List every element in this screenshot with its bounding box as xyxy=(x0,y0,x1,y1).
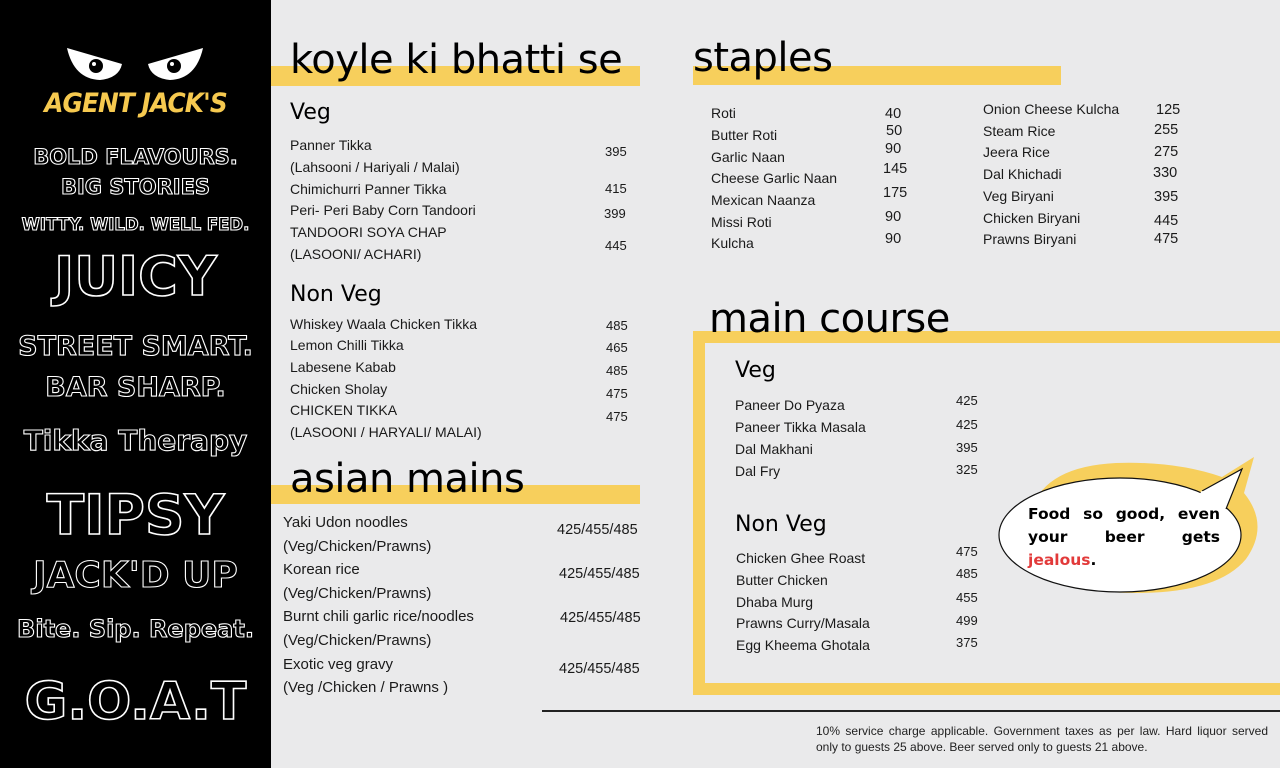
menu-item-name: Exotic veg gravy xyxy=(283,656,394,673)
menu-item-price: 125 xyxy=(1156,102,1181,118)
menu-item-variants: (Veg/Chicken/Prawns) xyxy=(283,585,432,602)
bubble-text-main: Food so good, even your beer gets xyxy=(1028,505,1220,546)
menu-item-price: 445 xyxy=(1154,213,1179,229)
main-nonveg-heading: Non Veg xyxy=(735,512,827,537)
menu-item-price: 399 xyxy=(604,206,626,221)
menu-item-price: 475 xyxy=(1154,231,1179,247)
menu-item-name: Burnt chili garlic rice/noodles xyxy=(283,608,474,625)
menu-item-price: 90 xyxy=(885,141,902,157)
menu-item-name: Cheese Garlic Naan xyxy=(711,170,838,186)
menu-item-price: 50 xyxy=(886,123,903,139)
menu-item-name: Korean rice xyxy=(283,561,360,578)
tagline-tipsy: TIPSY xyxy=(46,483,225,547)
koyle-nonveg-heading: Non Veg xyxy=(290,282,382,307)
menu-item-price: 255 xyxy=(1154,122,1179,138)
menu-item-name: Paneer Tikka Masala xyxy=(735,419,866,435)
menu-item-name: Dal Makhani xyxy=(735,441,813,457)
menu-item-price: 395 xyxy=(956,440,978,455)
menu-item-name: Dal Khichadi xyxy=(983,166,1062,182)
tagline-witty-wild: WITTY. WILD. WELL FED. xyxy=(21,215,250,234)
brand-name: AGENT JACK'S xyxy=(44,88,227,119)
main-course-section-title: main course xyxy=(709,296,950,342)
bubble-text xyxy=(1028,503,1220,572)
staples-section-title: staples xyxy=(693,35,833,81)
menu-item-name: Kulcha xyxy=(711,235,754,251)
menu-item-price: 499 xyxy=(956,613,978,628)
asian-section-title: asian mains xyxy=(290,456,525,502)
menu-item-price: 455 xyxy=(956,590,978,605)
footer-divider xyxy=(542,710,1280,712)
menu-item-price: 275 xyxy=(1154,144,1179,160)
menu-item-price: 465 xyxy=(606,340,628,355)
tagline-tikka-therapy: Tikka Therapy xyxy=(23,424,248,457)
menu-item-name: Labesene Kabab xyxy=(290,359,396,375)
tagline-bite-sip-repeat: Bite. Sip. Repeat. xyxy=(17,615,254,643)
menu-item-variants: (LASOONI / HARYALI/ MALAI) xyxy=(290,424,482,440)
menu-item-variants: (Lahsooni / Hariyali / Malai) xyxy=(290,159,460,175)
menu-item-name: Chicken Sholay xyxy=(290,381,388,397)
menu-item-price: 425/455/485 xyxy=(559,661,640,677)
menu-item-price: 175 xyxy=(883,185,908,201)
menu-item-price: 330 xyxy=(1153,165,1178,181)
menu-item-name: Chicken Biryani xyxy=(983,210,1081,226)
menu-item-price: 485 xyxy=(606,318,628,333)
menu-item-name: Dhaba Murg xyxy=(736,594,814,610)
menu-item-name: Panner Tikka xyxy=(290,137,372,153)
menu-item-name: Whiskey Waala Chicken Tikka xyxy=(290,316,477,332)
menu-item-name: Mexican Naanza xyxy=(711,192,816,208)
tagline-street-smart: STREET SMART. xyxy=(18,331,253,362)
menu-item-variants: (Veg/Chicken/Prawns) xyxy=(283,538,432,555)
menu-item-price: 90 xyxy=(885,231,902,247)
menu-item-name: TANDOORI SOYA CHAP xyxy=(290,224,447,240)
menu-item-price: 425 xyxy=(956,393,978,408)
menu-item-variants: (Veg /Chicken / Prawns ) xyxy=(283,679,449,696)
tagline-bar-sharp: BAR SHARP. xyxy=(45,372,226,403)
menu-item-name: Missi Roti xyxy=(711,214,772,230)
bubble-text-end: . xyxy=(1090,551,1097,569)
menu-item-price: 485 xyxy=(606,363,628,378)
menu-item-name: Paneer Do Pyaza xyxy=(735,397,845,413)
menu-item-name: Egg Kheema Ghotala xyxy=(736,637,870,653)
menu-item-price: 425/455/485 xyxy=(559,566,640,582)
main-veg-heading: Veg xyxy=(735,358,776,383)
koyle-veg-heading: Veg xyxy=(290,100,331,125)
menu-item-name: Butter Roti xyxy=(711,127,778,143)
menu-item-name: Prawns Biryani xyxy=(983,231,1077,247)
menu-item-name: CHICKEN TIKKA xyxy=(290,402,398,418)
menu-item-price: 475 xyxy=(606,409,628,424)
tagline-juicy: JUICY xyxy=(54,245,217,308)
menu-item-name: Yaki Udon noodles xyxy=(283,514,408,531)
menu-item-name: Lemon Chilli Tikka xyxy=(290,337,404,353)
tagline-jackd-up: JACK'D UP xyxy=(33,555,238,596)
menu-item-name: Jeera Rice xyxy=(983,144,1050,160)
menu-item-variants: (Veg/Chicken/Prawns) xyxy=(283,632,432,649)
menu-item-name: Onion Cheese Kulcha xyxy=(983,101,1120,117)
menu-item-name: Garlic Naan xyxy=(711,149,785,165)
menu-item-price: 445 xyxy=(605,238,627,253)
menu-item-price: 425 xyxy=(956,417,978,432)
koyle-section-title: koyle ki bhatti se xyxy=(290,37,623,83)
menu-item-price: 145 xyxy=(883,161,908,177)
footer-disclaimer: 10% service charge applicable. Government taxes as per law. Hard liquor served only to guests 25 above. Beer served only to guests 21 above. xyxy=(816,724,1268,754)
tagline-bold-flavours: BOLD FLAVOURS. xyxy=(33,145,238,169)
menu-item-name: Prawns Curry/Masala xyxy=(736,615,870,631)
bubble-text-highlight: jealous xyxy=(1028,551,1091,569)
menu-item-name: Butter Chicken xyxy=(736,572,828,588)
menu-item-price: 425/455/485 xyxy=(560,610,641,626)
menu-item-price: 325 xyxy=(956,462,978,477)
brand-side-panel xyxy=(0,0,271,768)
menu-item-name: Dal Fry xyxy=(735,463,781,479)
menu-item-price: 475 xyxy=(956,544,978,559)
menu-item-price: 425/455/485 xyxy=(557,522,638,538)
menu-item-name: Roti xyxy=(711,105,736,121)
menu-item-price: 90 xyxy=(885,209,902,225)
menu-item-name: Steam Rice xyxy=(983,123,1056,139)
menu-item-name: Chicken Ghee Roast xyxy=(736,550,866,566)
menu-item-price: 395 xyxy=(605,144,627,159)
menu-item-name: Veg Biryani xyxy=(983,188,1054,204)
menu-item-price: 395 xyxy=(1154,189,1179,205)
menu-item-price: 415 xyxy=(605,181,627,196)
angry-eyes-logo-icon xyxy=(64,44,206,82)
menu-item-name: Peri- Peri Baby Corn Tandoori xyxy=(290,202,476,218)
tagline-big-stories: BIG STORIES xyxy=(60,175,211,199)
menu-item-variants: (LASOONI/ ACHARI) xyxy=(290,246,422,262)
menu-item-price: 40 xyxy=(885,106,902,122)
menu-item-price: 485 xyxy=(956,566,978,581)
tagline-goat: G.O.A.T xyxy=(24,672,247,732)
menu-item-price: 375 xyxy=(956,635,978,650)
menu-item-name: Chimichurri Panner Tikka xyxy=(290,181,447,197)
menu-item-price: 475 xyxy=(606,386,628,401)
